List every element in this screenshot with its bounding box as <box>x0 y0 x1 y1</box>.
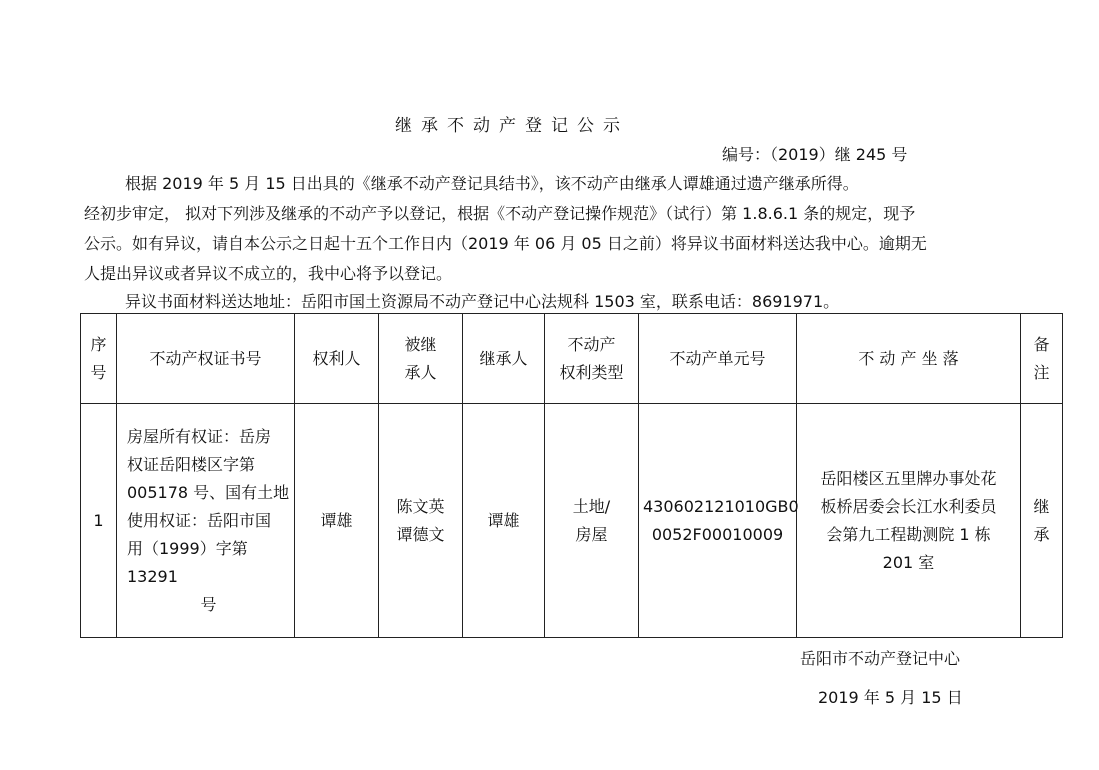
cert-no-line: 号 <box>200 594 217 614</box>
document-title: 继承不动产登记公示 <box>395 116 629 136</box>
issuing-organization: 岳阳市不动产登记中心 <box>800 649 961 668</box>
registration-table <box>80 313 1063 638</box>
header-seq-line-1: 序 <box>90 334 107 354</box>
header-seq <box>81 314 117 404</box>
header-right-type <box>545 314 639 404</box>
issue-date: 2019 年 5 月 15 日 <box>818 688 963 707</box>
paragraph-4: 人提出异议或者异议不成立的，我中心将予以登记。 <box>84 264 453 283</box>
header-remark <box>1021 314 1063 404</box>
paragraph-3: 公示。如有异议，请自本公示之日起十五个工作日内（2019 年 06 月 05 日之前）将异议书面材料送达我中心。逾期无 <box>84 234 927 253</box>
table-row <box>81 404 1063 638</box>
cell-seq: 1 <box>81 404 117 638</box>
cell-cert-no <box>117 404 295 638</box>
decedent-name: 陈文英 <box>396 496 445 516</box>
unit-no-line: 430602121010GB0 <box>643 496 799 516</box>
cell-decedent <box>379 404 463 638</box>
cert-no-line: 房屋所有权证：岳房 <box>127 426 272 446</box>
decedent-name: 谭德文 <box>396 524 445 544</box>
header-cert-no: 不动产权证书号 <box>117 314 295 404</box>
header-right-type-line-1: 不动产 <box>567 334 616 354</box>
document-number: 编号：（2019）继 245 号 <box>722 145 908 164</box>
header-right-type-line-2: 权利类型 <box>559 362 624 382</box>
right-type-line: 房屋 <box>575 524 608 544</box>
cell-heir: 谭雄 <box>463 404 545 638</box>
location-line: 会第九工程勘测院 1 栋 <box>826 524 991 544</box>
location-line: 板桥居委会长江水利委员 <box>820 496 997 516</box>
header-unit-no: 不动产单元号 <box>639 314 797 404</box>
header-seq-line-2: 号 <box>90 362 107 382</box>
remark-line: 承 <box>1033 524 1050 544</box>
header-location: 不 动 产 坐 落 <box>797 314 1021 404</box>
header-decedent-line-1: 被继 <box>404 334 437 354</box>
header-decedent-line-2: 承人 <box>404 362 437 382</box>
cell-owner: 谭雄 <box>295 404 379 638</box>
location-line: 201 室 <box>882 552 935 572</box>
header-remark-line-2: 注 <box>1033 362 1050 382</box>
location-line: 岳阳楼区五里牌办事处花 <box>820 468 997 488</box>
unit-no-line: 0052F00010009 <box>651 524 784 544</box>
header-remark-line-1: 备 <box>1033 334 1050 354</box>
cell-remark <box>1021 404 1063 638</box>
cert-no-line: 用（1999）字第 13291 <box>127 538 248 586</box>
cell-location <box>797 404 1021 638</box>
right-type-line: 土地/ <box>572 496 611 516</box>
remark-line: 继 <box>1033 496 1050 516</box>
paragraph-1: 根据 2019 年 5 月 15 日出具的《继承不动产登记具结书》，该不动产由继承人谭雄通过遗产继承所得。 <box>125 174 859 193</box>
cert-no-line: 005178 号、国有土地 <box>127 482 290 502</box>
header-decedent <box>379 314 463 404</box>
cell-right-type <box>545 404 639 638</box>
cert-no-line: 使用权证：岳阳市国 <box>127 510 272 530</box>
cell-unit-no <box>639 404 797 638</box>
header-heir: 继承人 <box>463 314 545 404</box>
cert-no-line: 权证岳阳楼区字第 <box>127 454 256 474</box>
objection-address: 异议书面材料送达地址：岳阳市国土资源局不动产登记中心法规科 1503 室，联系电话：8691971。 <box>125 292 840 311</box>
table-header-row <box>81 314 1063 404</box>
paragraph-2: 经初步审定， 拟对下列涉及继承的不动产予以登记，根据《不动产登记操作规范》（试行）第 1.8.6.1 条的规定，现予 <box>84 204 916 223</box>
header-owner: 权利人 <box>295 314 379 404</box>
